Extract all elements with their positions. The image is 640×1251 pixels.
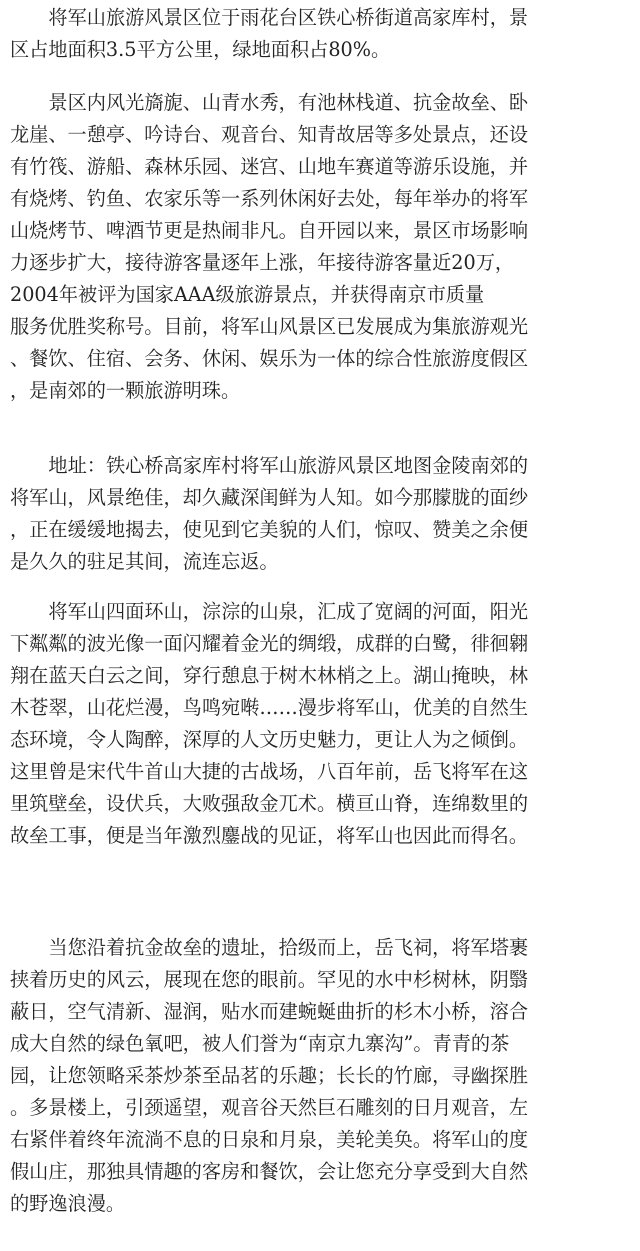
paragraph-address: 地址：铁心桥高家库村将军山旅游风景区地图金陵南郊的 将军山，风景绝佳，却久藏深闺鲜为人知。如今那朦胧的面纱 ，正在缓缓地揭去，使见到它美貌的人们，惊叹、赞美之余便 是久久的驻足其间，流连忘返。 bbox=[10, 454, 529, 573]
paragraph-history: 将军山四面环山，淙淙的山泉，汇成了宽阔的河面，阳光 下粼粼的波光像一面闪耀着金光的绸缎，成群的白鹭，徘徊翱 翔在蓝天白云之间，穿行憩息于树木林梢之上。湖山掩映，林 木苍翠，山花烂漫，鸟鸣宛啭……漫步将军山，优美的自然生 态环境，令人陶醉，深厚的人文历史魅力，更让人为之倾倒。 这里曾是宋代牛首山大捷的古战场，八百年前，岳飞将军在这 里筑壁垒，设伏兵，大败强敌金兀术。横亘山脊，连绵数里的 故垒工事，便是当年激烈鏖战的见证，将军山也因此而得名。 bbox=[10, 600, 529, 847]
paragraph-scenery-facilities: 景区内风光旖旎、山青水秀，有池林栈道、抗金故垒、卧 龙崖、一憩亭、吟诗台、观音台、知青故居等多处景点，还设 有竹筏、游船、森林乐园、迷宫、山地车赛道等游乐设施，并 有烧烤、钓鱼、农家乐等一系列休闲好去处，每年举办的将军 山烧烤节、啤酒节更是热闹非凡。自开园以来，景区市场影响 力逐步扩大，接待游客量逐年上涨，年接待游客量近20万， 2004年被评为国家AAA级旅游景点，并获得南京市质量 服务优胜奖称号。目前，将军山风景区已发展成为集旅游观光 、餐饮、住宿、会务、休闲、娱乐为一体的综合性旅游度假区 ，是南郊的一颗旅游明珠。 bbox=[10, 91, 529, 402]
paragraph-attractions: 当您沿着抗金故垒的遗址，拾级而上，岳飞祠，将军塔裹 挟着历史的风云，展现在您的眼前。罕见的水中杉树林，阴翳 蔽日，空气清新、湿润，贴水而建蜿蜒曲折的杉木小桥，溶合 成大自然的绿色氧吧，被人们誉为“南京九寨沟”。青青的茶 园，让您领略采茶炒茶至品茗的乐趣；长长的竹廊，寻幽探胜 。多景楼上，引颈遥望，观音谷天然巨石雕刻的日月观音，左 右紧伴着终年流淌不息的日泉和月泉，美轮美奂。将军山的度 假山庄，那独具情趣的客房和餐饮，会让您充分享受到大自然 的野逸浪漫。 bbox=[10, 936, 529, 1215]
paragraph-location: 将军山旅游风景区位于雨花台区铁心桥街道高家库村，景 区占地面积3.5平方公里，绿地面积占80%。 bbox=[10, 6, 529, 61]
